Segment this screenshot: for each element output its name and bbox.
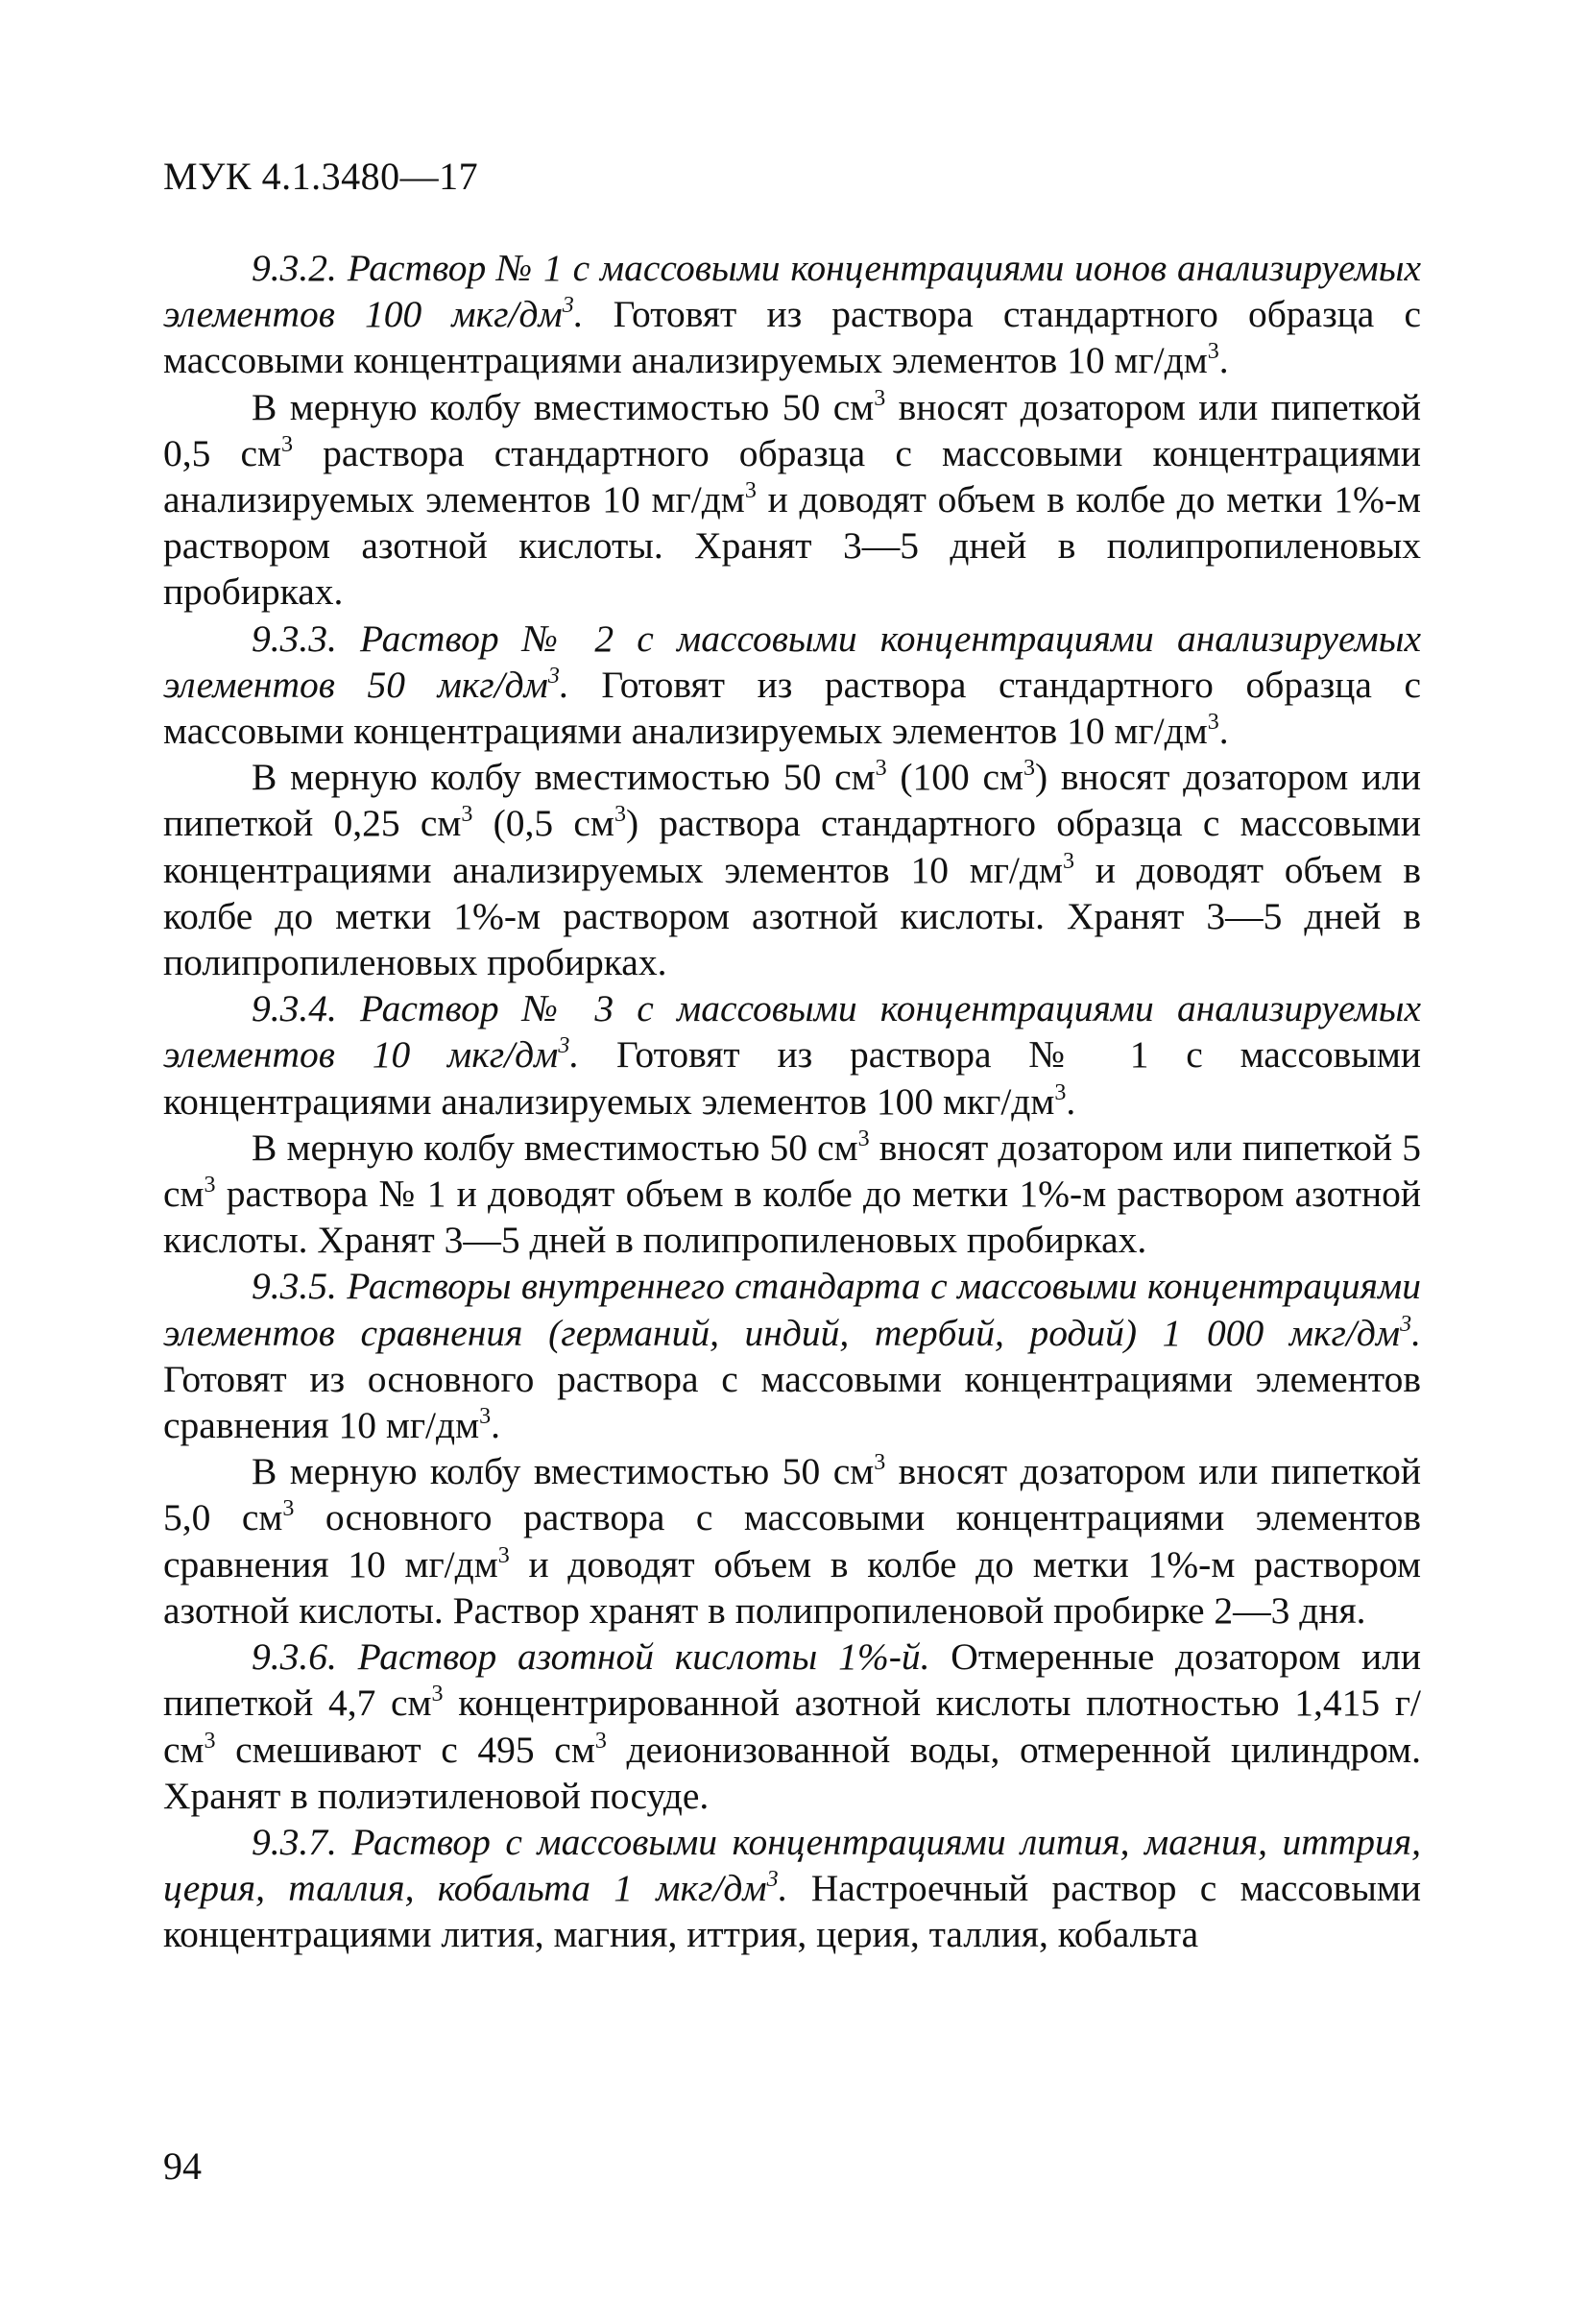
superscript: 3 [594,1728,607,1754]
superscript: 3 [857,1126,870,1151]
section-title-end: . [569,1033,580,1077]
procedure-text: В мерную колбу вместимостью 50 см [252,756,876,799]
procedure-text: и доводят объем в колбе до метки 1%-м раствором азотной кислоты. Хранят 3—5 дней в полипропиленовых пробирках. [163,848,1421,984]
superscript: 3 [744,478,757,504]
document-code-header: МУК 4.1.3480—17 [163,155,479,198]
section-text: смешивают с 495 см [215,1728,595,1771]
procedure-text: раствора № 1 и доводят объем в колбе до метки 1%-м раствором азотной кислоты. Хранят 3—5 дней в полипропиленовых пробирках. [163,1173,1421,1262]
procedure-text: и доводят объем в колбе до метки 1%-м раствором азотной кислоты. Хранят 3—5 дней в полипропиленовых пробирках. [163,478,1421,614]
section-9-3-4-procedure [163,1125,1421,1264]
superscript: 3 [558,1033,570,1059]
section-9-3-6-paragraph [163,1634,1421,1819]
procedure-text: раствора стандартного образца с массовыми концентрациями анализируемых элементов 10 мг/дм [163,431,1422,521]
procedure-text: основного раствора с массовыми концентрациями элементов сравнения 10 мг/дм [163,1496,1422,1586]
procedure-text: ) раствора стандартного образца с массовыми концентрациями анализируемых элементов 10 мг/дм [163,802,1421,891]
section-text: Готовят из раствора стандартного образца с массовыми концентрациями анализируемых элементов 10 мг/дм [163,663,1421,753]
procedure-text: и доводят объем в колбе до метки 1%-м раствором азотной кислоты. Раствор хранят в полипропиленовой пробирке 2—3 дня. [163,1542,1421,1632]
section-title: Раствор с массовыми концентрациями лития, магния, иттрия, церия, таллия, кобальта 1 мкг/дм [163,1820,1421,1910]
section-text: Настроечный раствор с массовыми концентрациями лития, магния, иттрия, церия, таллия, кобальта [163,1867,1421,1956]
section-title-end: . [778,1867,788,1910]
section-9-3-5-paragraph [163,1263,1421,1448]
document-body [163,245,1421,1958]
section-9-3-2-procedure [163,384,1421,616]
section-title-end: . [1411,1311,1421,1354]
section-text: Готовят из основного раствора с массовыми концентрациями элементов сравнения 10 мг/дм [163,1357,1421,1447]
section-9-3-5-procedure [163,1448,1421,1634]
section-text: Готовят из раствора стандартного образца с массовыми концентрациями анализируемых элементов 10 мг/дм [163,293,1421,382]
procedure-text: ) вносят дозатором или пипеткой 0,25 см [163,756,1421,845]
section-title: Раствор № 3 с массовыми концентрациями анализируемых элементов 10 мкг/дм [163,987,1421,1077]
superscript: 3 [1400,1311,1412,1337]
section-text: Готовят из раствора № 1 с массовыми концентрациями анализируемых элементов 100 мкг/дм [163,1033,1421,1123]
superscript: 3 [1207,710,1219,736]
superscript: 3 [204,1728,216,1754]
procedure-text: В мерную колбу вместимостью 50 см [252,385,875,428]
section-number: 9.3.6. [252,1635,337,1679]
superscript: 3 [431,1682,444,1707]
procedure-text: вносят дозатором или пипеткой 5 см [163,1126,1421,1216]
section-number: 9.3.4. [252,987,337,1030]
section-number: 9.3.2. [252,247,337,289]
procedure-text: вносят дозатором или пипеткой 5,0 см [163,1450,1421,1539]
superscript: 3 [282,1496,295,1522]
superscript: 3 [479,1404,492,1430]
section-text-end: . [1218,710,1229,753]
section-title-end: . [559,663,569,706]
procedure-text: В мерную колбу вместимостью 50 см [252,1126,858,1169]
superscript: 3 [766,1867,779,1893]
superscript: 3 [875,756,887,782]
section-text: деионизованной воды, отмеренной цилиндром. Хранят в полиэтиленовой посуде. [163,1728,1422,1817]
section-text-end: . [491,1404,500,1447]
superscript: 3 [562,293,574,319]
superscript: 3 [874,385,886,411]
superscript: 3 [1054,1079,1067,1105]
superscript: 3 [204,1173,216,1198]
superscript: 3 [497,1542,510,1568]
procedure-text: (0,5 см [472,802,614,845]
section-text: концентрированной азотной кислоты плотностью 1,415 г/см [163,1682,1422,1771]
section-9-3-4-paragraph [163,985,1421,1125]
superscript: 3 [614,802,626,828]
page-number: 94 [163,2144,202,2188]
section-number: 9.3.5. [252,1265,337,1308]
procedure-text: В мерную колбу вместимостью 50 см [252,1450,875,1493]
section-title: Раствор № 1 с массовыми концентрациями ионов анализируемых элементов 100 мкг/дм [163,247,1422,336]
section-9-3-3-paragraph [163,616,1421,755]
section-9-3-3-procedure [163,754,1421,985]
section-title: Раствор азотной кислоты 1%-й. [357,1635,930,1679]
superscript: 3 [547,663,560,689]
section-title: Растворы внутреннего стандарта с массовыми концентрациями элементов сравнения (германий, индий, тербий, родий) 1 000 мкг/дм [163,1265,1421,1354]
procedure-text: (100 см [886,756,1023,799]
superscript: 3 [1023,756,1035,782]
section-title-end: . [573,293,584,336]
section-text-end: . [1066,1079,1076,1123]
superscript: 3 [874,1450,886,1476]
section-number: 9.3.3. [252,617,337,660]
superscript: 3 [1063,848,1074,874]
section-9-3-7-paragraph [163,1819,1421,1958]
section-text: Отмеренные дозатором или пипеткой 4,7 см [163,1635,1421,1725]
section-title: Раствор № 2 с массовыми концентрациями анализируемых элементов 50 мкг/дм [163,617,1421,706]
section-9-3-2-paragraph [163,245,1421,384]
superscript: 3 [1207,339,1219,365]
section-number: 9.3.7. [252,1820,337,1863]
superscript: 3 [461,802,473,828]
procedure-text: вносят дозатором или пипеткой 0,5 см [163,385,1421,474]
section-text-end: . [1218,339,1229,382]
superscript: 3 [281,431,294,457]
